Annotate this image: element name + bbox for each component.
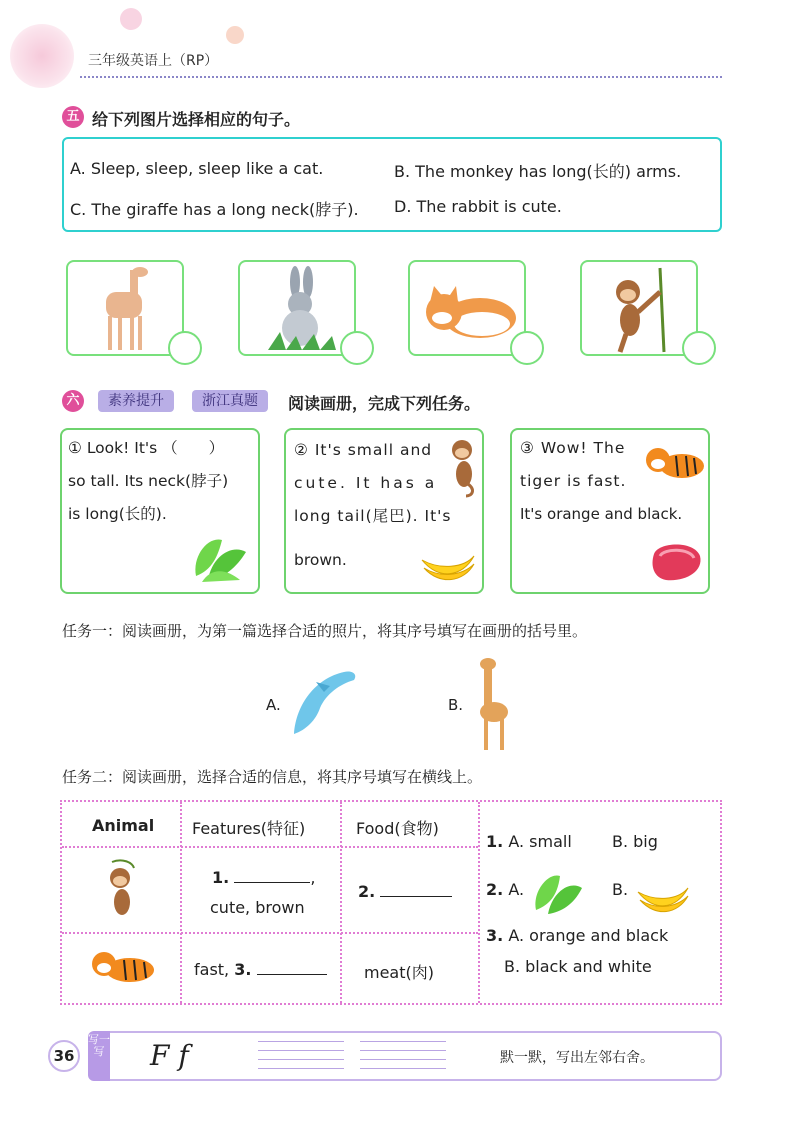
section-6-title: 阅读画册，完成下列任务。 bbox=[288, 394, 481, 413]
monkey-icon bbox=[446, 434, 482, 498]
page-header-title: 三年级英语上（RP） bbox=[88, 53, 219, 69]
dolphin-icon bbox=[286, 664, 362, 742]
options-box bbox=[62, 137, 722, 232]
story-card-1 bbox=[60, 428, 260, 594]
row-1-food-number: 2. bbox=[358, 882, 376, 901]
choice-3-number: 3. bbox=[486, 926, 504, 945]
choice-1-b: B. big bbox=[612, 832, 658, 851]
picture-card-monkey bbox=[580, 260, 698, 356]
story-2-line-3: long tail(尾巴). It's bbox=[294, 507, 452, 525]
tiger-icon bbox=[642, 438, 708, 486]
table-divider bbox=[478, 802, 480, 1003]
option-b: B. The monkey has long(长的) arms. bbox=[394, 162, 682, 181]
header-food: Food(食物) bbox=[356, 819, 439, 838]
row-1-features bbox=[212, 868, 315, 887]
tag-literacy: 素养提升 bbox=[98, 390, 174, 412]
picture-card-cat bbox=[408, 260, 526, 356]
story-card-2 bbox=[284, 428, 484, 594]
choice-3-a: A. orange and black bbox=[508, 926, 669, 945]
decorative-blossom bbox=[120, 8, 142, 30]
row-1-features-line-2: cute, brown bbox=[210, 898, 305, 917]
choice-1 bbox=[486, 832, 572, 851]
task-1-option-a-label: A. bbox=[266, 696, 281, 714]
task-1-option-b-label: B. bbox=[448, 696, 464, 714]
story-1-line-2: so tall. Its neck(脖子) bbox=[68, 472, 229, 490]
monkey-icon bbox=[102, 858, 142, 924]
picture-card-giraffe bbox=[66, 260, 184, 356]
row-2-food: meat(肉) bbox=[364, 963, 434, 982]
story-3-line-1: ③ Wow! The bbox=[520, 439, 626, 457]
answer-blank-3[interactable] bbox=[257, 974, 327, 975]
choice-2-b: B. bbox=[612, 880, 629, 899]
story-2-line-1: ② It's small and bbox=[294, 441, 433, 459]
story-2-line-2: cute. It has a bbox=[294, 474, 438, 492]
table-divider bbox=[180, 802, 182, 1003]
option-c: C. The giraffe has a long neck(脖子). bbox=[70, 200, 359, 219]
section-6-badge: 六 bbox=[62, 390, 84, 412]
table-divider bbox=[340, 802, 342, 1003]
writing-lines[interactable] bbox=[360, 1041, 446, 1077]
section-5-title: 给下列图片选择相应的句子。 bbox=[92, 110, 301, 129]
info-table bbox=[60, 800, 722, 1005]
story-card-3 bbox=[510, 428, 710, 594]
answer-circle-4[interactable] bbox=[682, 331, 716, 365]
choice-2-number: 2. bbox=[486, 880, 504, 899]
story-2-line-4: brown. bbox=[294, 551, 347, 569]
row-1-food bbox=[358, 882, 452, 901]
answer-blank-2[interactable] bbox=[380, 896, 452, 897]
page-number: 36 bbox=[48, 1040, 80, 1072]
task-2-instruction: 任务二：阅读画册，选择合适的信息，将其序号填写在横线上。 bbox=[62, 768, 483, 786]
answer-blank-1[interactable] bbox=[234, 882, 310, 883]
practice-letters: F f bbox=[150, 1039, 189, 1072]
choice-1-a: A. small bbox=[508, 832, 572, 851]
answer-circle-3[interactable] bbox=[510, 331, 544, 365]
meat-icon bbox=[648, 538, 704, 586]
choice-2-a: A. bbox=[508, 880, 525, 899]
leaves-icon bbox=[188, 526, 252, 584]
story-3-line-2: tiger is fast. bbox=[520, 472, 627, 490]
picture-card-rabbit bbox=[238, 260, 356, 356]
story-1-line-3: is long(长的). bbox=[68, 505, 167, 523]
decorative-blossom bbox=[226, 26, 244, 44]
row-2-features bbox=[194, 960, 327, 979]
giraffe-icon bbox=[466, 654, 522, 752]
row-2-features-number: 3. bbox=[234, 960, 252, 979]
tag-zhejiang-exam: 浙江真题 bbox=[192, 390, 268, 412]
write-tab-label: 写一写 bbox=[88, 1031, 110, 1081]
answer-circle-2[interactable] bbox=[340, 331, 374, 365]
footer-note: 默一默，写出左邻右舍。 bbox=[500, 1050, 654, 1066]
decorative-blossom bbox=[10, 24, 74, 88]
bananas-icon bbox=[634, 872, 692, 916]
header-animal: Animal bbox=[92, 816, 155, 835]
answer-circle-1[interactable] bbox=[168, 331, 202, 365]
story-1-line-1: ① Look! It's （ ） bbox=[68, 439, 225, 457]
table-divider bbox=[62, 846, 478, 848]
leaves-icon bbox=[530, 864, 586, 916]
writing-lines[interactable] bbox=[258, 1041, 344, 1077]
choice-3-b: B. black and white bbox=[504, 957, 652, 976]
story-3-line-3: It's orange and black. bbox=[520, 505, 683, 523]
header-divider bbox=[80, 76, 722, 78]
choice-3 bbox=[486, 926, 668, 945]
bananas-icon bbox=[418, 538, 478, 584]
row-2-features-text: fast, bbox=[194, 960, 235, 979]
option-d: D. The rabbit is cute. bbox=[394, 197, 562, 216]
row-1-features-comma: , bbox=[310, 868, 316, 887]
option-a: A. Sleep, sleep, sleep like a cat. bbox=[70, 159, 324, 178]
choice-1-number: 1. bbox=[486, 832, 504, 851]
writing-practice-box bbox=[88, 1031, 722, 1081]
row-1-features-number: 1. bbox=[212, 868, 230, 887]
table-divider bbox=[62, 932, 478, 934]
choice-2 bbox=[486, 880, 524, 899]
header-features: Features(特征) bbox=[192, 819, 306, 838]
task-1-instruction: 任务一：阅读画册，为第一篇选择合适的照片，将其序号填写在画册的括号里。 bbox=[62, 622, 588, 640]
tiger-icon bbox=[88, 944, 158, 990]
section-5-badge: 五 bbox=[62, 106, 84, 128]
